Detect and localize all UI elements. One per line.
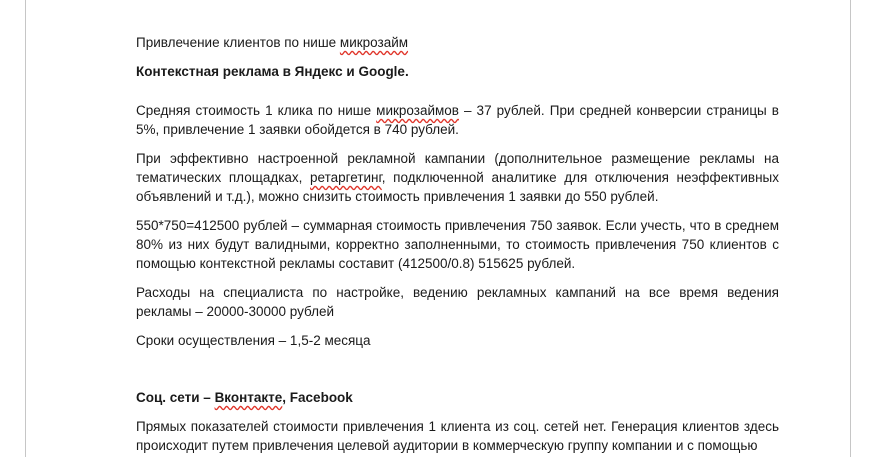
spellcheck-flag[interactable]: ретаргетинг — [310, 170, 382, 185]
paragraph-text: , подключенной аналитике для отключения неэффективных объявлений и т.д.), можно снизить стоимость привлечения 1 заявки до 550 рублей. — [136, 170, 779, 204]
empty-paragraph — [136, 350, 779, 369]
page-right-edge — [850, 0, 851, 457]
page-left-edge — [25, 0, 26, 457]
paragraph-campaign-optimization — [136, 149, 779, 206]
section-heading-context-ads: Контекстная реклама в Яндекс и Google. — [136, 64, 409, 79]
spellcheck-flag[interactable]: микрозайм — [339, 35, 409, 50]
heading-text: , Facebook — [282, 390, 353, 405]
empty-paragraph — [136, 369, 779, 388]
paragraph-specialist-cost: Расходы на специалиста по настройке, ведению рекламных кампаний на все время ведения рекламы – 20000-30000 рублей — [136, 285, 779, 319]
document-body[interactable] — [136, 33, 779, 455]
document-title — [136, 33, 779, 52]
heading-text: Соц. сети – — [136, 390, 215, 405]
paragraph-total-cost: 550*750=412500 рублей – суммарная стоимость привлечения 750 заявок. Если учесть, что в среднем 80% из них будут валидными, корректно заполненными, то стоимость привлечения 750 клиентов с помощью контекстной рекламы составит (412500/0.8) 515625 рублей. — [136, 218, 779, 271]
paragraph-text: При эффективно настроенной рекламной кампании (дополнительное размещение рекламы на тематических площадках, — [136, 151, 779, 185]
paragraph-text: Средняя стоимость 1 клика по нише — [136, 103, 377, 118]
paragraph-click-cost — [136, 101, 779, 139]
title-text: Привлечение клиентов по нише — [136, 35, 340, 50]
spellcheck-flag[interactable]: Вконтакте — [214, 390, 283, 405]
spellcheck-flag[interactable]: микрозаймов — [376, 103, 459, 118]
paragraph-social-metrics: Прямых показателей стоимости привлечения 1 клиента из соц. сетей нет. Генерация клиентов здесь происходит путем привлечения целевой аудитории в коммерческую группу компании и с помощью — [136, 419, 779, 453]
paragraph-timeline: Сроки осуществления – 1,5-2 месяца — [136, 333, 371, 348]
section-heading-social — [136, 388, 779, 407]
paragraph-text: – 37 рублей. При средней конверсии страницы в 5%, привлечение 1 заявки обойдется в 740 рублей. — [136, 103, 779, 137]
